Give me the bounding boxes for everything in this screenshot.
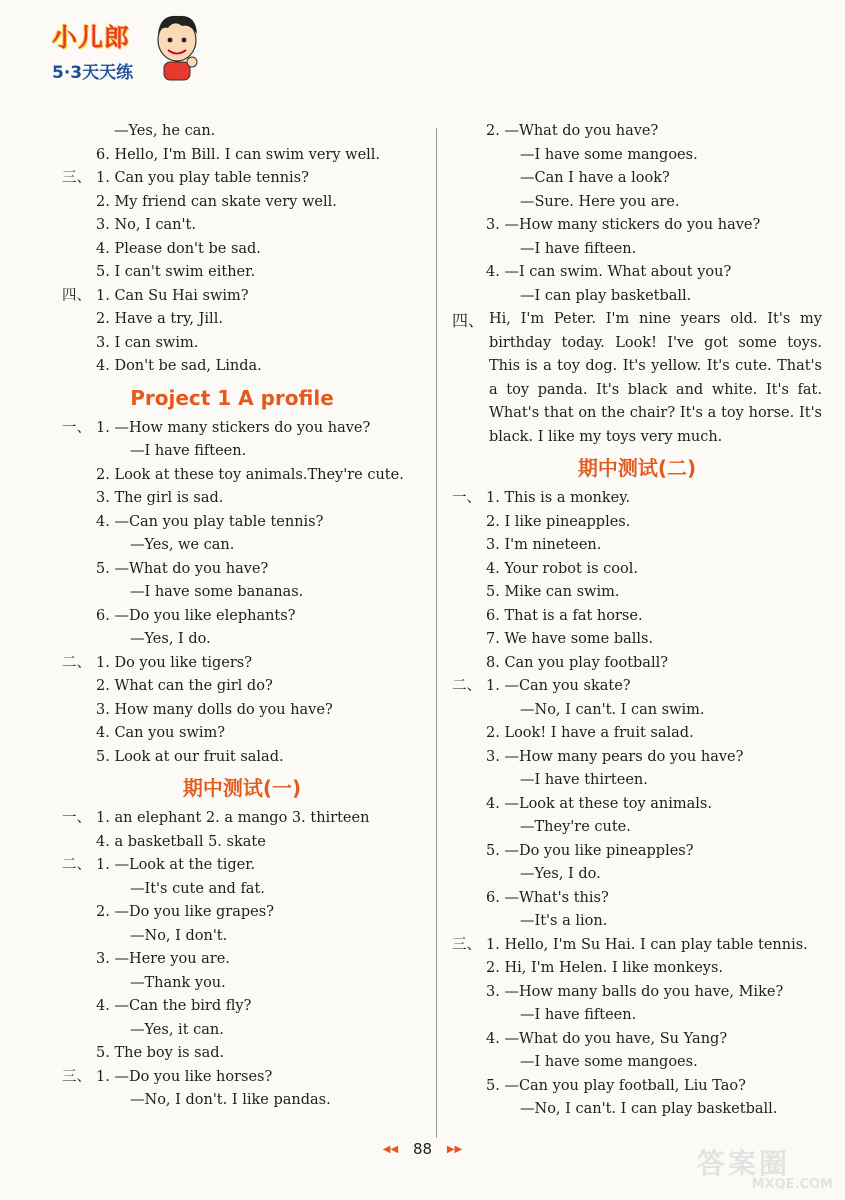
answer-line [452,1004,822,1028]
answer-text: —It's a lion. [520,913,608,929]
answer-text: 6. —What's this? [486,889,609,906]
answer-line [452,285,822,309]
answer-text: 3. I'm nineteen. [486,537,602,553]
answer-text: 2. My friend can skate very well. [96,193,337,210]
answer-text: 8. Can you play football? [486,654,668,671]
answer-text: 2. —What do you have? [486,123,659,139]
answer-line [62,1066,422,1090]
watermark-cn: 答案圈 [697,1147,791,1180]
answer-text: 3. How many dolls do you have? [96,701,333,718]
section-number: 三、 [452,936,481,953]
answer-text: —Yes, I do. [520,866,601,882]
answer-text: 2. Look! I have a fruit salad. [486,725,694,741]
section-number: 一、 [62,810,91,826]
answer-text: 5. —Do you like pineapples? [486,842,694,859]
answer-text: —Yes, we can. [130,537,235,553]
answer-line [62,167,422,191]
answer-line [62,120,422,144]
section-number: 四、 [62,287,91,304]
answer-text: —I have fifteen. [130,443,247,459]
answer-line [62,831,422,855]
section-heading: 期中测试(一) [182,776,302,800]
answer-text: 4. Don't be sad, Linda. [96,358,262,374]
answer-line [452,957,822,981]
answer-text: —Yes, he can. [114,123,216,139]
answer-line [452,558,822,582]
answer-line [452,675,822,699]
answer-text: —No, I don't. I like pandas. [130,1092,331,1108]
answer-text: 3. —How many balls do you have, Mike? [486,983,784,1000]
answer-line [452,605,822,629]
answer-line [62,722,422,746]
answer-line [62,417,422,441]
answer-text: —Yes, it can. [130,1021,224,1038]
right-arrows-icon: ▶▶ [446,1144,463,1155]
answer-line [62,261,422,285]
answer-line [62,440,422,464]
answer-text: 3. I can swim. [96,334,199,351]
answer-line [62,746,422,770]
series-title: 5·3天天练 [52,63,134,83]
mascot-boy-icon [152,10,202,82]
paragraph-text: Hi, I'm Peter. I'm nine years old. It's my birthday today. Look! I've got some toys. This is a toy dog. It's yellow. It's cute. That's a toy panda. It's black and white. It's fat. What's that on the chair? It's a toy horse. It's black. I like my toys very much. [489,311,822,445]
answer-line [62,807,422,831]
section-heading: 期中测试(二) [577,456,697,480]
answer-line [452,144,822,168]
answer-line [452,261,822,285]
answer-line [62,332,422,356]
answer-text: 5. The boy is sad. [96,1045,225,1061]
answer-text: —I have some mangoes. [520,146,698,163]
answer-line [452,816,822,840]
answer-line [452,581,822,605]
answer-line [62,1089,422,1113]
answer-text: 2. Have a try, Jill. [96,311,223,327]
answer-line [62,1019,422,1043]
answer-text: 6. —Do you like elephants? [96,607,296,624]
answer-text: 1. —Do you like horses? [96,1068,273,1085]
answer-line [452,722,822,746]
section-heading: Project 1 A profile [130,385,334,410]
answer-line [62,534,422,558]
answer-line [62,854,422,878]
answer-line [452,120,822,144]
answer-text: —No, I can't. I can play basketball. [520,1101,778,1117]
answer-text: —No, I can't. I can swim. [520,701,705,718]
answer-line [452,887,822,911]
answer-text: —Sure. Here you are. [520,193,680,210]
answer-text: —I have some mangoes. [520,1054,698,1070]
section-number: 三、 [62,170,91,186]
answer-line [62,652,422,676]
left-column [62,120,422,1113]
answer-line [452,1028,822,1052]
answer-line [452,191,822,215]
answer-text: 7. We have some balls. [486,631,654,647]
section-number: 二、 [62,857,91,873]
answer-text: —I have thirteen. [520,772,648,788]
section-number: 一、 [452,490,481,506]
answer-line [62,285,422,309]
answer-line [62,925,422,949]
answer-text: 1. Hello, I'm Su Hai. I can play table tennis. [486,936,808,953]
answer-line [452,840,822,864]
answer-text: 5. I can't swim either. [96,264,256,280]
answer-line [452,534,822,558]
answer-line [62,901,422,925]
brand-logo: 小儿郎 [52,23,131,52]
answer-text: 4. —What do you have, Su Yang? [486,1030,728,1047]
answer-text: —I have some bananas. [130,584,304,600]
answer-text: 1. an elephant 2. a mango 3. thirteen [96,810,370,826]
answer-text: —I have fifteen. [520,1007,637,1023]
answer-line [452,910,822,934]
answer-text: 5. —Can you play football, Liu Tao? [486,1077,746,1094]
answer-text: 4. Please don't be sad. [96,240,261,257]
answer-text: 3. The girl is sad. [96,490,224,506]
answer-text: 3. —Here you are. [96,951,230,967]
answer-line [62,487,422,511]
answer-line [62,605,422,629]
answer-line [62,308,422,332]
answer-text: 5. —What do you have? [96,560,269,577]
answer-line [62,214,422,238]
answer-line [62,972,422,996]
answer-line [452,487,822,511]
answer-text: 1. Do you like tigers? [96,654,253,671]
answer-text: 1. —Can you skate? [486,678,631,694]
answer-line [62,628,422,652]
answer-line [62,675,422,699]
answer-line [452,238,822,262]
answer-line [62,878,422,902]
answer-text: 3. —How many pears do you have? [486,748,744,765]
section-number: 四、 [452,311,485,330]
answer-line [62,948,422,972]
answer-line [452,1098,822,1122]
column-divider [436,128,437,1138]
answer-text: 6. Hello, I'm Bill. I can swim very well. [96,146,381,163]
answer-text: 1. Can you play table tennis? [96,170,309,186]
answer-line [452,652,822,676]
answer-text: 3. No, I can't. [96,217,196,233]
answer-text: 2. What can the girl do? [96,678,273,694]
page-number: 88 [412,1140,433,1158]
section-number: 三、 [62,1068,91,1085]
answer-text: —Can I have a look? [520,170,670,186]
section-number: 二、 [452,678,481,694]
answer-line [452,628,822,652]
answer-line [62,238,422,262]
answer-text: 4. Your robot is cool. [486,560,638,577]
answer-line [62,558,422,582]
answer-line [452,863,822,887]
answer-text: 2. Hi, I'm Helen. I like monkeys. [486,960,724,976]
answer-text: —Thank you. [130,974,226,991]
answer-line [62,191,422,215]
answer-line [62,995,422,1019]
answer-text: 2. I like pineapples. [486,513,631,530]
answer-paragraph [452,308,822,449]
answer-text: 4. a basketball 5. skate [96,833,266,850]
answer-text: 5. Mike can swim. [486,584,620,600]
answer-line [62,355,422,379]
answer-text: —They're cute. [520,819,631,835]
answer-line [62,699,422,723]
answer-text: 6. That is a fat horse. [486,607,643,624]
answer-text: 4. —Look at these toy animals. [486,795,712,812]
answer-line [62,144,422,168]
book-header [52,10,212,90]
answer-text: 1. —How many stickers do you have? [96,419,371,436]
answer-text: 2. —Do you like grapes? [96,904,274,920]
answer-line [452,934,822,958]
answer-line [452,699,822,723]
answer-text: —I can play basketball. [520,287,692,304]
answer-line [452,793,822,817]
answer-line [452,1051,822,1075]
answer-line [452,981,822,1005]
answer-text: 1. Can Su Hai swim? [96,287,249,304]
answer-text: —It's cute and fat. [130,880,265,897]
answer-line [452,214,822,238]
answer-line [452,746,822,770]
section-number: 一、 [62,419,91,436]
answer-line [62,464,422,488]
watermark [697,1142,837,1192]
answer-line [62,581,422,605]
answer-line [452,167,822,191]
answer-text: —No, I don't. [130,927,228,944]
section-number: 二、 [62,654,91,671]
answer-line [452,769,822,793]
answer-text: 3. —How many stickers do you have? [486,217,761,233]
left-arrows-icon: ◀◀ [382,1144,399,1155]
answer-text: 4. Can you swim? [96,725,226,741]
answer-text: 5. Look at our fruit salad. [96,748,284,765]
answer-text: —I have fifteen. [520,240,637,257]
answer-line [62,511,422,535]
answer-text: 4. —Can you play table tennis? [96,513,324,530]
answer-line [62,1042,422,1066]
right-column [452,120,822,1122]
watermark-en: MXQE.COM [751,1177,833,1192]
answer-text: —Yes, I do. [130,631,211,647]
answer-text: 1. This is a monkey. [486,490,631,506]
answer-line [452,1075,822,1099]
answer-text: 4. —I can swim. What about you? [486,264,732,280]
answer-text: 2. Look at these toy animals.They're cute. [96,466,404,483]
answer-text: 1. —Look at the tiger. [96,857,256,873]
answer-text: 4. —Can the bird fly? [96,998,252,1014]
answer-line [452,511,822,535]
